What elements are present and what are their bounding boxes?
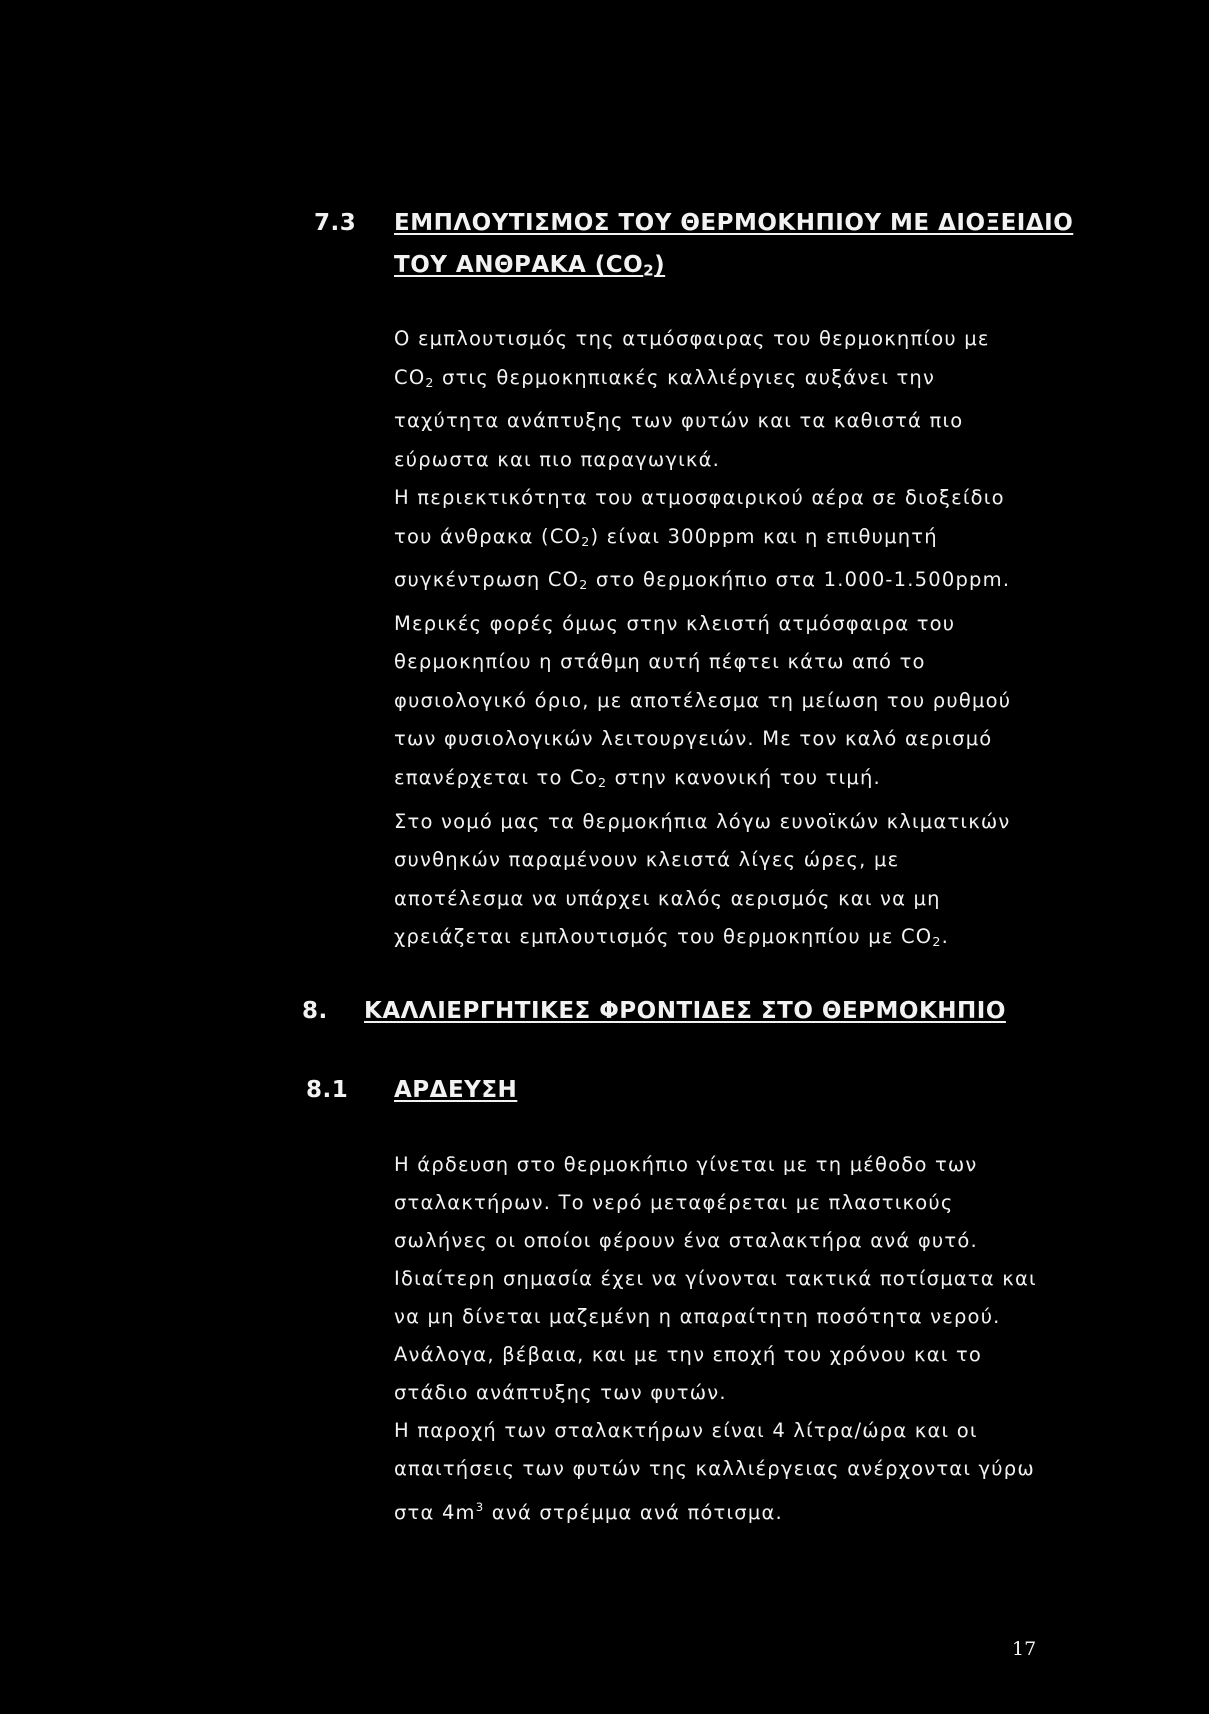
body-line: Η παροχή των σταλακτήρων είναι 4 λίτρα/ώρα και οι (394, 1419, 978, 1442)
body-line: θερμοκηπίου η στάθμη αυτή πέφτει κάτω από το (394, 650, 926, 674)
section-title-line1: ΕΜΠΛΟΥΤΙΣΜΟΣ ΤΟΥ ΘΕΡΜΟΚΗΠΙΟΥ ΜΕ ΔΙΟΞΕΙΔΙΟ (394, 210, 1074, 236)
body-line: συγκέντρωση $CO_2$ στο θερμοκήπιο στα 1.000-1.500ppm. (394, 568, 1011, 593)
body-line: Η άρδευση στο θερμοκήπιο γίνεται με τη μέθοδο των (394, 1153, 978, 1176)
section-8-1-body (394, 1146, 1194, 1532)
body-line: χρειάζεται εμπλουτισμός του θερμοκηπίου με $CO_2$. (394, 925, 950, 950)
body-line: σωλήνες οι οποίοι φέρουν ένα σταλακτήρα ανά φυτό. (394, 1229, 978, 1252)
section-number: 8.1 (306, 1077, 349, 1103)
body-line: στα $4m^3$ ανά στρέμμα ανά πότισμα. (394, 1500, 783, 1525)
body-line: Ιδιαίτερη σημασία έχει να γίνονται τακτικά ποτίσματα και (394, 1267, 1037, 1290)
body-line: του άνθρακα $(CO_2)$ είναι 300ppm και η επιθυμητή (394, 524, 938, 549)
body-line: να μη δίνεται μαζεμένη η απαραίτητη ποσότητα νερού. (394, 1305, 1001, 1328)
page-number: 17 (1012, 1638, 1037, 1660)
body-line: Η περιεκτικότητα του ατμοσφαιρικού αέρα σε διοξείδιο (394, 486, 1005, 510)
body-line: Ανάλογα, βέβαια, και με την εποχή του χρόνου και το (394, 1343, 983, 1366)
section-title: ΑΡΔΕΥΣΗ (394, 1077, 518, 1103)
section-number: 8. (302, 998, 328, 1024)
body-line: απαιτήσεις των φυτών της καλλιέργειας ανέρχονται γύρω (394, 1457, 1035, 1480)
body-line: στάδιο ανάπτυξης των φυτών. (394, 1381, 727, 1404)
section-title: ΚΑΛΛΙΕΡΓΗΤΙΚΕΣ ΦΡΟΝΤΙΔΕΣ ΣΤΟ ΘΕΡΜΟΚΗΠΙΟ (364, 998, 1006, 1024)
body-line: Ο εμπλουτισμός της ατμόσφαιρας του θερμοκηπίου με (394, 327, 990, 350)
body-line: σταλακτήρων. Το νερό μεταφέρεται με πλαστικούς (394, 1191, 954, 1214)
section-number: 7.3 (314, 210, 357, 236)
body-line: $CO_2$ στις θερμοκηπιακές καλλιέργιες αυξάνει την (394, 365, 936, 390)
body-line: Μερικές φορές όμως στην κλειστή ατμόσφαιρα του (394, 611, 956, 635)
body-line: Στο νομό μας τα θερμοκήπια λόγω ευνοϊκών κλιματικών (394, 809, 1011, 833)
body-line: φυσιολογικό όριο, με αποτέλεσμα τη μείωση του ρυθμού (394, 688, 1012, 712)
section-7-3-body (394, 320, 1194, 962)
section-title-line2: ΤΟΥ ΑΝΘΡΑΚΑ $(CO_2)$ (394, 252, 666, 280)
body-line: επανέρχεται το $Co_2$ στην κανονική του τιμή. (394, 765, 881, 791)
body-line: των φυσιολογικών λειτουργειών. Με τον καλό αερισμό (394, 727, 993, 751)
body-line: ταχύτητα ανάπτυξης των φυτών και τα καθιστά πιο (394, 409, 964, 433)
body-line: αποτέλεσμα να υπάρχει καλός αερισμός και να μη (394, 886, 941, 910)
body-line: συνθηκών παραμένουν κλειστά λίγες ώρες, με (394, 848, 900, 872)
body-line: εύρωστα και πιο παραγωγικά. (394, 447, 721, 471)
